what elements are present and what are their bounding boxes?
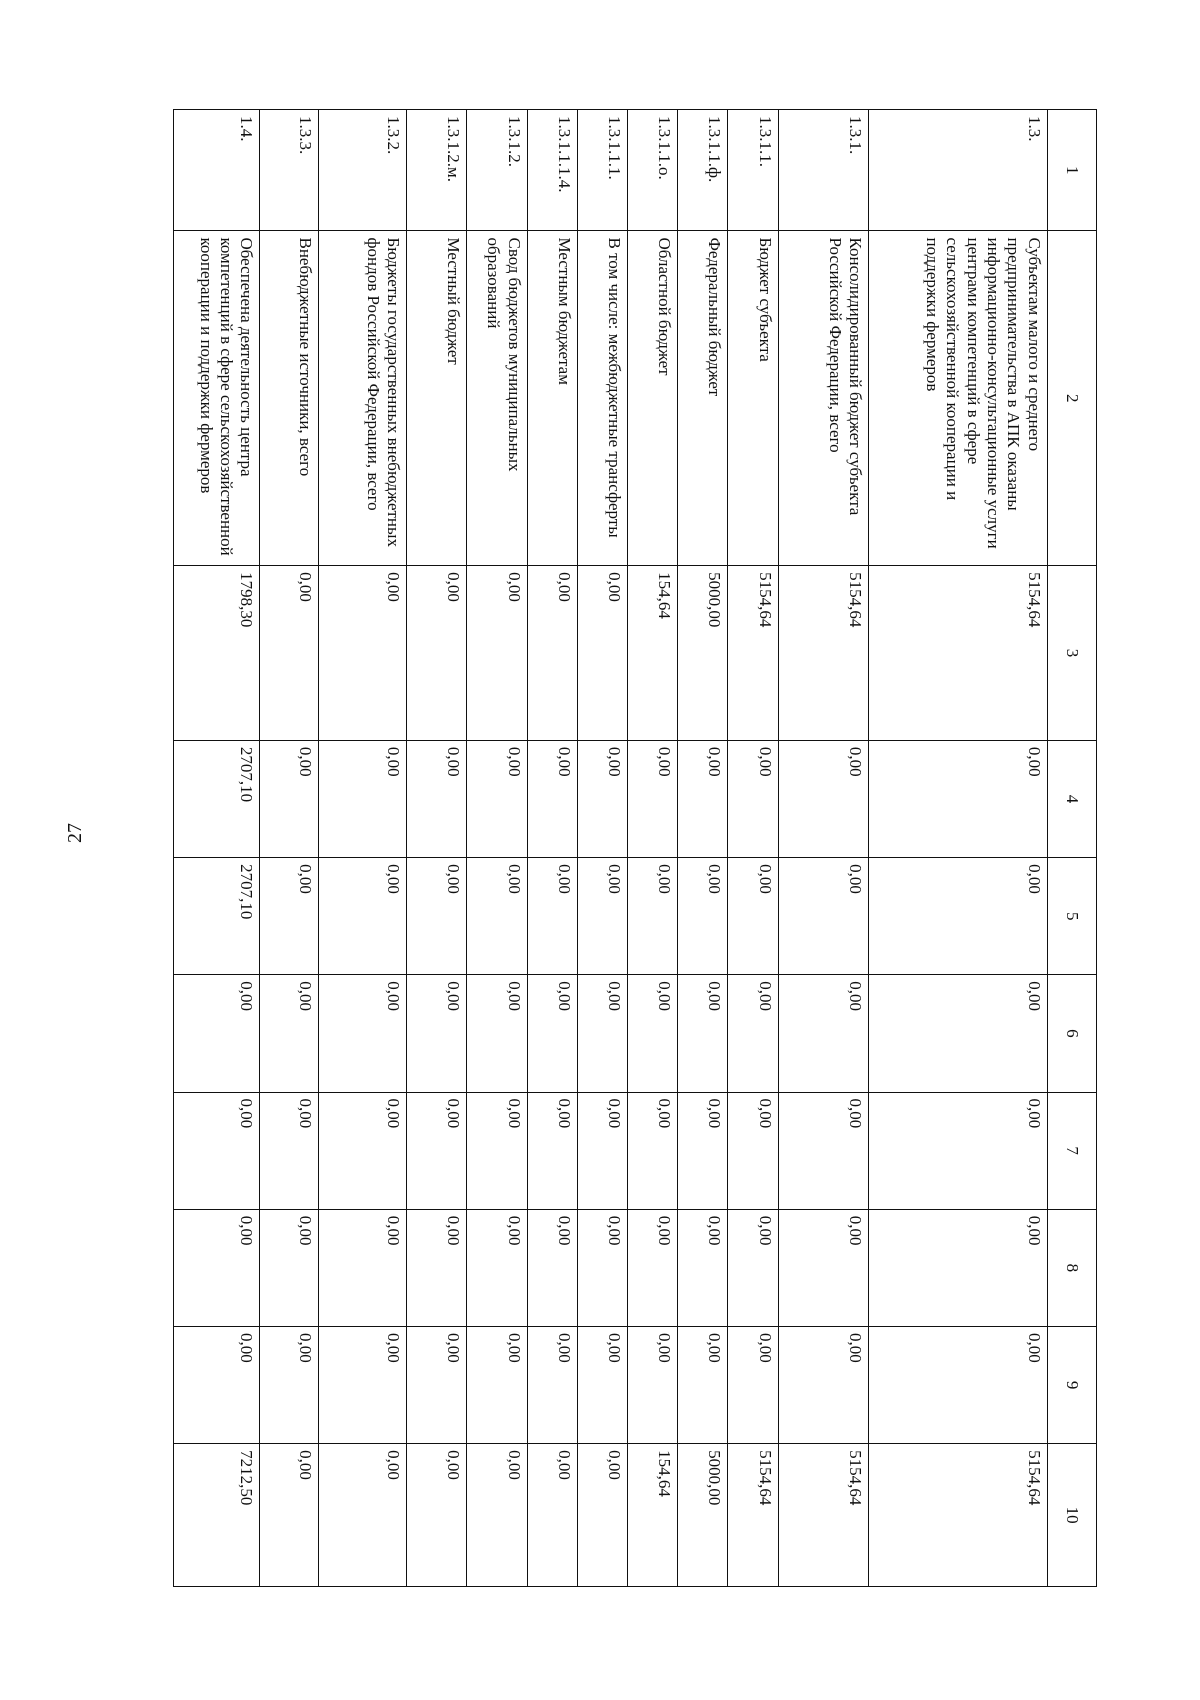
header-cell: 2 [1047,231,1096,566]
row-label-cell: Субъектам малого и среднего предпринимательства в АПК оказаны информационно-консультационные услуги центрами компетенций в сфере сельскохозяйственной кооперации и поддержки фермеров [869,231,1048,566]
value-cell: 0,00 [778,1092,868,1209]
value-cell: 0,00 [728,1326,778,1443]
value-cell: 5154,64 [728,1444,778,1587]
value-cell: 0,00 [577,1092,627,1209]
value-cell: 0,00 [407,1209,467,1326]
header-row [1047,110,1096,1587]
value-cell: 0,00 [260,566,318,741]
header-cell: 10 [1047,1444,1096,1587]
value-cell: 0,00 [527,1209,577,1326]
value-cell: 5154,64 [778,566,868,741]
row-code-cell: 1.3.1.1.ф. [678,110,728,231]
table-row [407,110,467,1587]
value-cell: 0,00 [407,1092,467,1209]
value-cell: 0,00 [407,566,467,741]
row-label-cell: Свод бюджетов муниципальных образований [467,231,527,566]
value-cell: 0,00 [467,740,527,857]
value-cell: 0,00 [318,858,406,975]
row-code-cell: 1.3.1.1.1.4. [527,110,577,231]
value-cell: 0,00 [778,1209,868,1326]
value-cell: 0,00 [407,1444,467,1587]
header-cell: 4 [1047,740,1096,857]
value-cell: 0,00 [467,858,527,975]
value-cell: 0,00 [260,975,318,1092]
value-cell: 0,00 [318,740,406,857]
value-cell: 5154,64 [778,1444,868,1587]
header-cell: 1 [1047,110,1096,231]
value-cell: 154,64 [628,1444,678,1587]
table-row [527,110,577,1587]
row-label-cell: Местный бюджет [407,231,467,566]
value-cell: 0,00 [318,566,406,741]
value-cell: 0,00 [260,1326,318,1443]
row-label-cell: Областной бюджет [628,231,678,566]
value-cell: 0,00 [778,740,868,857]
value-cell: 0,00 [628,1326,678,1443]
value-cell: 0,00 [467,1092,527,1209]
value-cell: 0,00 [628,1209,678,1326]
value-cell: 0,00 [869,858,1048,975]
value-cell: 0,00 [678,1092,728,1209]
value-cell: 5000,00 [678,566,728,741]
value-cell: 0,00 [527,566,577,741]
row-label-cell: Бюджет субъекта [728,231,778,566]
row-label-cell: Внебюджетные источники, всего [260,231,318,566]
header-cell: 7 [1047,1092,1096,1209]
value-cell: 0,00 [577,740,627,857]
header-cell: 8 [1047,1209,1096,1326]
value-cell: 0,00 [577,1326,627,1443]
header-cell: 6 [1047,975,1096,1092]
header-cell: 3 [1047,566,1096,741]
row-code-cell: 1.3.2. [318,110,406,231]
table-row [778,110,868,1587]
value-cell: 0,00 [407,740,467,857]
value-cell: 5154,64 [728,566,778,741]
value-cell: 0,00 [728,858,778,975]
table-row [318,110,406,1587]
value-cell: 0,00 [577,1444,627,1587]
value-cell: 2707,10 [174,858,261,975]
value-cell: 0,00 [527,975,577,1092]
table-row [628,110,678,1587]
row-code-cell: 1.3.1.2. [467,110,527,231]
value-cell: 0,00 [869,1326,1048,1443]
value-cell: 5154,64 [869,1444,1048,1587]
value-cell: 0,00 [527,1326,577,1443]
value-cell: 0,00 [869,740,1048,857]
value-cell: 5000,00 [678,1444,728,1587]
header-cell: 9 [1047,1326,1096,1443]
row-label-cell: Бюджеты государственных внебюджетных фондов Российской Федерации, всего [318,231,406,566]
table-row [577,110,627,1587]
value-cell: 0,00 [527,740,577,857]
value-cell: 0,00 [318,1326,406,1443]
rotated-table-container [173,109,1097,1587]
row-code-cell: 1.3.1.1. [728,110,778,231]
page-number: 27 [64,823,86,843]
value-cell: 7212,50 [174,1444,261,1587]
value-cell: 0,00 [527,1444,577,1587]
value-cell: 0,00 [678,740,728,857]
value-cell: 0,00 [527,858,577,975]
value-cell: 0,00 [628,975,678,1092]
value-cell: 0,00 [318,1444,406,1587]
value-cell: 0,00 [628,858,678,975]
value-cell: 0,00 [260,1092,318,1209]
value-cell: 0,00 [577,975,627,1092]
row-code-cell: 1.3.1.1.о. [628,110,678,231]
value-cell: 0,00 [318,975,406,1092]
value-cell: 0,00 [318,1209,406,1326]
value-cell: 0,00 [728,740,778,857]
value-cell: 0,00 [467,1444,527,1587]
row-label-cell: Местным бюджетам [527,231,577,566]
value-cell: 0,00 [467,1209,527,1326]
value-cell: 0,00 [174,975,261,1092]
table-row [174,110,261,1587]
row-code-cell: 1.3.3. [260,110,318,231]
value-cell: 0,00 [577,566,627,741]
value-cell: 0,00 [318,1092,406,1209]
value-cell: 0,00 [467,1326,527,1443]
value-cell: 0,00 [174,1092,261,1209]
value-cell: 0,00 [407,858,467,975]
value-cell: 0,00 [467,566,527,741]
value-cell: 0,00 [778,975,868,1092]
row-label-cell: В том числе: межбюджетные трансферты [577,231,627,566]
table-row [467,110,527,1587]
value-cell: 0,00 [527,1092,577,1209]
row-label-cell: Обеспечена деятельность центра компетенций в сфере сельскохозяйственной кооперации и поддержки фермеров [174,231,261,566]
value-cell: 0,00 [778,1326,868,1443]
value-cell: 0,00 [678,1326,728,1443]
value-cell: 0,00 [869,1209,1048,1326]
table-row [728,110,778,1587]
table-row [678,110,728,1587]
value-cell: 0,00 [577,858,627,975]
value-cell: 0,00 [678,1209,728,1326]
value-cell: 0,00 [174,1326,261,1443]
budget-table [173,109,1097,1587]
value-cell: 0,00 [407,975,467,1092]
value-cell: 0,00 [678,858,728,975]
row-code-cell: 1.3.1.2.м. [407,110,467,231]
value-cell: 0,00 [577,1209,627,1326]
value-cell: 0,00 [778,858,868,975]
value-cell: 0,00 [678,975,728,1092]
value-cell: 0,00 [728,1092,778,1209]
row-code-cell: 1.4. [174,110,261,231]
value-cell: 0,00 [407,1326,467,1443]
value-cell: 2707,10 [174,740,261,857]
value-cell: 0,00 [174,1209,261,1326]
value-cell: 0,00 [260,1444,318,1587]
value-cell: 1798,30 [174,566,261,741]
value-cell: 0,00 [260,740,318,857]
row-label-cell: Консолидированный бюджет субъекта Российской Федерации, всего [778,231,868,566]
value-cell: 154,64 [628,566,678,741]
value-cell: 0,00 [728,975,778,1092]
table-row [869,110,1048,1587]
value-cell: 0,00 [728,1209,778,1326]
row-code-cell: 1.3.1.1.1. [577,110,627,231]
table-row [260,110,318,1587]
header-cell: 5 [1047,858,1096,975]
row-label-cell: Федеральный бюджет [678,231,728,566]
row-code-cell: 1.3. [869,110,1048,231]
value-cell: 0,00 [869,975,1048,1092]
value-cell: 0,00 [628,740,678,857]
value-cell: 0,00 [869,1092,1048,1209]
value-cell: 0,00 [260,858,318,975]
value-cell: 0,00 [260,1209,318,1326]
value-cell: 0,00 [628,1092,678,1209]
value-cell: 0,00 [467,975,527,1092]
row-code-cell: 1.3.1. [778,110,868,231]
value-cell: 5154,64 [869,566,1048,741]
